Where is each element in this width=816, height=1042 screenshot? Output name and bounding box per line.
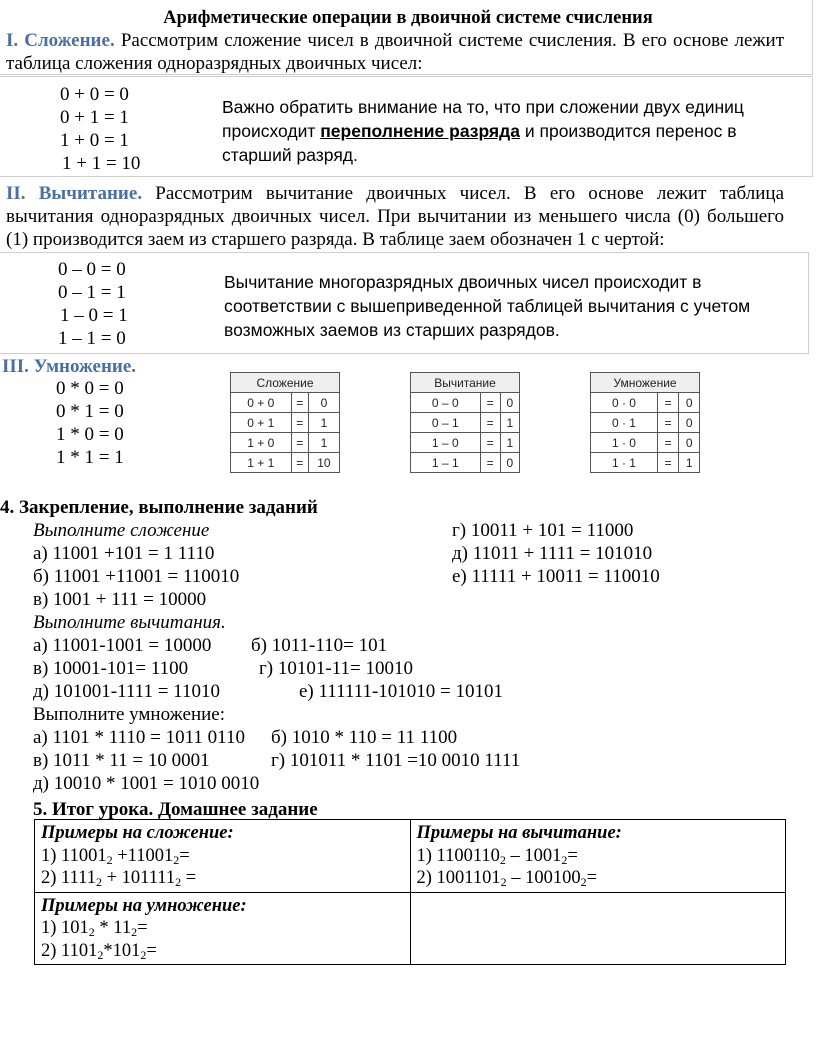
exercise-line: б) 1011-110= 101 — [251, 635, 388, 656]
mini-cell: = — [291, 393, 308, 413]
mini-cell: 1 — [308, 413, 339, 433]
mini-cell: 0 — [500, 453, 519, 473]
mini-cell: = — [480, 393, 500, 413]
subtraction-rows — [58, 258, 208, 350]
addition-heading: I. Сложение. — [6, 30, 115, 51]
exercise-line: а) 1101 * 1110 = 1011 0110 — [33, 727, 245, 748]
multiplication-task-label: Выполните умножение: — [33, 704, 225, 725]
exercise-row — [33, 634, 733, 657]
exercise-row — [33, 749, 753, 772]
multiplication-exercises — [33, 703, 753, 795]
mini-table-title: Вычитание — [411, 373, 520, 393]
multiplication-row: 0 * 1 = 0 — [56, 401, 124, 422]
mini-cell: 0 — [679, 393, 700, 413]
exercise-line: е) 111111-101010 = 10101 — [299, 681, 504, 702]
homework-cell-empty — [410, 892, 786, 965]
subtraction-intro — [6, 182, 784, 251]
mini-cell: = — [480, 433, 500, 453]
mini-cell: 1 + 0 — [231, 433, 292, 453]
exercise-line: в) 10001-101= 1100 — [33, 658, 189, 679]
exercise-row — [33, 726, 753, 749]
multiplication-heading: III. Умножение. — [2, 356, 137, 377]
addition-note-term: переполнение разряда — [320, 121, 520, 141]
addition-note-start: Важно обратить внимание на то, что при сложении двух единиц происходит — [222, 97, 744, 141]
mini-cell: 1 — [679, 453, 700, 473]
mini-cell: 0 · 1 — [591, 413, 658, 433]
homework-subtraction-title: Примеры на вычитание: — [416, 823, 622, 843]
exercise-line: д) 10010 * 1001 = 1010 0010 — [33, 773, 260, 794]
mini-cell: = — [291, 453, 308, 473]
exercise-row — [33, 772, 753, 795]
mini-cell: 1 – 1 — [411, 453, 481, 473]
addition-reference-table — [230, 372, 340, 473]
subtraction-task-label: Выполните вычитания. — [33, 612, 226, 633]
mini-cell: = — [291, 433, 308, 453]
mini-cell: 0 — [679, 433, 700, 453]
exercise-line: б) 1010 * 110 = 11 1100 — [271, 727, 458, 748]
addition-note — [222, 95, 797, 167]
mini-cell: = — [291, 413, 308, 433]
mini-cell: 0 — [308, 393, 339, 413]
homework-cell-multiplication — [35, 892, 411, 965]
mini-table-title: Умножение — [591, 373, 700, 393]
section4-heading: 4. Закрепление, выполнение заданий — [0, 497, 318, 518]
exercise-row — [33, 680, 733, 703]
mini-cell: 1 — [500, 413, 519, 433]
subtraction-row: 1 – 1 = 0 — [58, 328, 126, 349]
mini-cell: 1 · 0 — [591, 433, 658, 453]
addition-row: 0 + 0 = 0 — [60, 84, 129, 105]
addition-intro — [6, 29, 784, 75]
addition-exercises-right — [452, 519, 792, 588]
mini-cell: = — [657, 413, 678, 433]
mini-cell: 0 – 0 — [411, 393, 481, 413]
mini-cell: 0 — [679, 413, 700, 433]
exercise-line: а) 11001 +101 = 1 1110 — [33, 543, 215, 564]
mini-cell: 10 — [308, 453, 339, 473]
multiplication-reference-table — [590, 372, 700, 473]
exercise-line: е) 11111 + 10011 = 110010 — [452, 566, 660, 587]
mini-cell: 1 + 1 — [231, 453, 292, 473]
exercise-line: г) 101011 * 1101 =10 0010 1111 — [271, 750, 521, 771]
homework-line: 1) $101_2 * 11_2=$ — [41, 918, 148, 939]
homework-line: 2) $1101_2*101_2=$ — [41, 940, 157, 962]
mini-cell: 1 – 0 — [411, 433, 481, 453]
addition-row: 0 + 1 = 1 — [60, 107, 129, 128]
homework-cell-addition — [35, 820, 411, 893]
homework-line: 2) $1111_2 + 101111_2$ = — [41, 868, 197, 889]
mini-cell: 0 + 0 — [231, 393, 292, 413]
homework-cell-subtraction — [410, 820, 786, 893]
homework-line: 2) $1001101_2 - 100100_2=$ — [416, 868, 598, 889]
mini-cell: = — [657, 393, 678, 413]
exercise-line: б) 11001 +11001 = 110010 — [33, 566, 240, 587]
mini-cell: 0 — [500, 393, 519, 413]
homework-multiplication-title: Примеры на умножение: — [41, 895, 247, 916]
homework-addition-title: Примеры на сложение: — [41, 823, 234, 843]
mini-cell: 0 · 0 — [591, 393, 658, 413]
addition-exercises-left — [33, 519, 443, 611]
multiplication-row: 0 * 0 = 0 — [56, 378, 124, 399]
exercise-line: а) 11001-1001 = 10000 — [33, 635, 212, 656]
subtraction-row: 0 – 0 = 0 — [58, 259, 126, 280]
homework-line: 1) $1100110_2 - 1001_2=$ — [416, 845, 578, 867]
addition-row: 1 + 1 = 10 — [62, 153, 141, 174]
exercise-line: в) 1011 * 11 = 10 0001 — [33, 750, 210, 771]
homework-table — [34, 819, 786, 965]
mini-cell: 1 — [308, 433, 339, 453]
subtraction-note: Вычитание многоразрядных двоичных чисел происходит в соответствии с вышеприведенной таблицей вычитания с учетом возможных заемов из старших разрядов. — [224, 272, 751, 340]
addition-rows — [60, 83, 210, 175]
exercise-line: г) 10101-11= 10010 — [259, 658, 413, 679]
mini-cell: 1 — [500, 433, 519, 453]
exercise-row — [33, 657, 733, 680]
mini-cell: 1 · 1 — [591, 453, 658, 473]
mini-cell: = — [657, 453, 678, 473]
exercise-line: д) 11011 + 1111 = 101010 — [452, 543, 653, 564]
subtraction-exercises — [33, 611, 733, 703]
mini-table-title: Сложение — [231, 373, 340, 393]
mini-cell: 0 – 1 — [411, 413, 481, 433]
subtraction-row: 1 – 0 = 1 — [60, 305, 128, 326]
exercise-line: в) 1001 + 111 = 10000 — [33, 589, 207, 610]
mini-cell: = — [480, 413, 500, 433]
addition-task-label: Выполните сложение — [33, 520, 210, 541]
mini-cell: 0 + 1 — [231, 413, 292, 433]
section5-heading: 5. Итог урока. Домашнее задание — [33, 799, 318, 820]
subtraction-reference-table — [410, 372, 520, 473]
subtraction-intro-text: Рассмотрим вычитание двоичных чисел. В его основе лежит таблица вычитания одноразрядных двоичных чисел. При вычитании из меньшего числа (0) большего (1) производится заем из старшего разряда. В таблице заем обозначен 1 с чертой: — [6, 183, 784, 250]
exercise-line: г) 10011 + 101 = 11000 — [452, 520, 634, 541]
mini-cell: = — [480, 453, 500, 473]
addition-intro-text: Рассмотрим сложение чисел в двоичной системе счисления. В его основе лежит таблица сложения одноразрядных двоичных чисел: — [6, 30, 785, 74]
multiplication-row: 1 * 0 = 0 — [56, 424, 124, 445]
homework-line: 1) $11001_2 +11001_2=$ — [41, 845, 190, 867]
multiplication-rows — [56, 377, 206, 469]
mini-cell: = — [657, 433, 678, 453]
addition-row: 1 + 0 = 1 — [60, 130, 129, 151]
addition-note-end: и производится перенос в старший разряд. — [222, 121, 737, 165]
subtraction-heading: II. Вычитание. — [6, 183, 143, 204]
page-title: Арифметические операции в двоичной системе счисления — [163, 8, 653, 28]
multiplication-row: 1 * 1 = 1 — [56, 447, 124, 468]
subtraction-row: 0 – 1 = 1 — [58, 282, 126, 303]
exercise-line: д) 101001-1111 = 11010 — [33, 681, 220, 702]
